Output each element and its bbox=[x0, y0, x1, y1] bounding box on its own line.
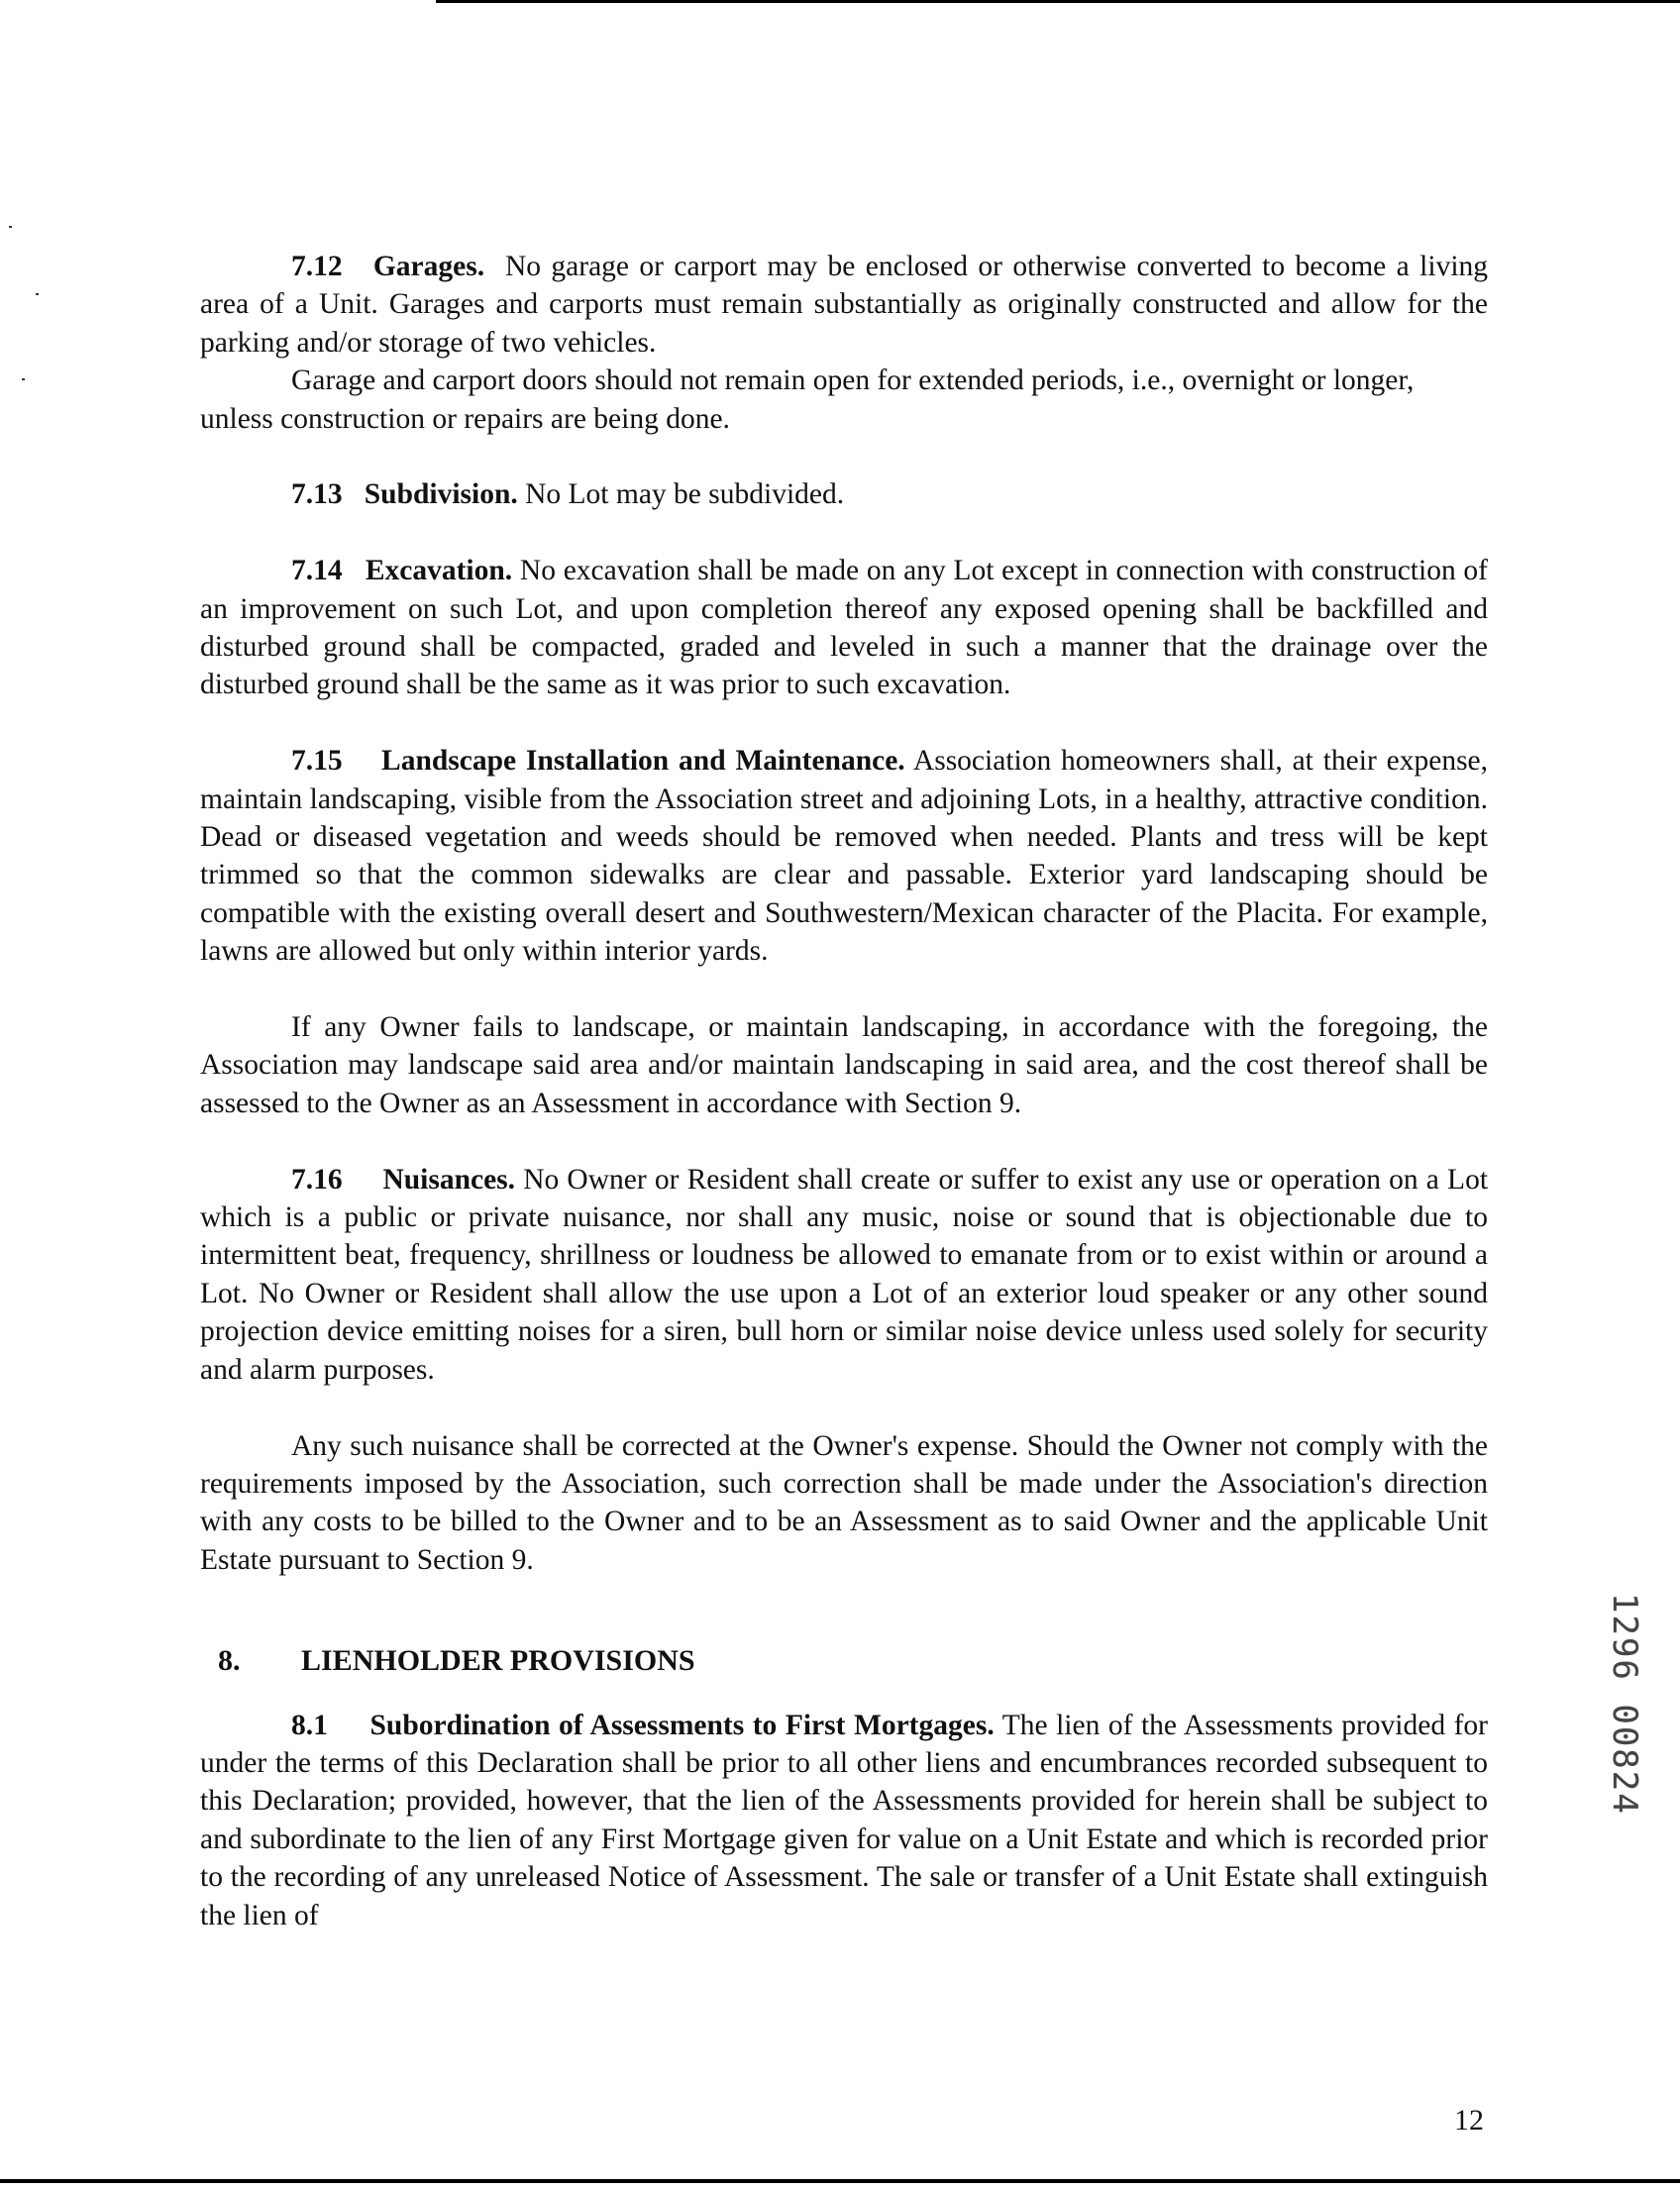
section-title: Garages. bbox=[372, 251, 485, 282]
section-7-12 bbox=[200, 248, 1488, 362]
section-text: No garage or carport may be enclosed or otherwise converted to become a living area of a Unit. Garages and carports must remain substantially as originally constructed and allow for the parking and/or storage of two vehicles. bbox=[200, 251, 1489, 359]
section-8-1 bbox=[200, 1707, 1488, 1934]
section-title: Subdivision. bbox=[364, 478, 518, 511]
document-body bbox=[200, 248, 1488, 1934]
section-7-14 bbox=[200, 552, 1488, 704]
section-text: No Lot may be subdivided. bbox=[525, 478, 845, 511]
section-7-13 bbox=[200, 475, 1488, 513]
section-text: Association homeowners shall, at their expense, maintain landscaping, visible from the Association street and adjoining Lots, in a healthy, attractive condition. Dead or diseased vegetation and weeds should be removed when needed. Plants and tress will be kept trimmed so that the common sidewalks are clear and passable. Exterior yard landscaping should be compatible with the existing overall desert and Southwestern/Mexican character of the Placita. For example, lawns are allowed but only within interior yards. bbox=[200, 745, 1489, 968]
article-heading bbox=[200, 1642, 1488, 1680]
recording-stamp-text: 1296 00824 bbox=[1605, 1593, 1644, 1816]
section-number: 8.1 bbox=[291, 1709, 328, 1741]
bottom-scan-border bbox=[0, 2179, 1680, 2183]
article-title: LIENHOLDER PROVISIONS bbox=[301, 1644, 695, 1678]
paragraph: If any Owner fails to landscape, or maintain landscaping, in accordance with the foregoing, the Association may landscape said area and/or maintain landscaping in said area, and the cost thereof shall be assessed to the Owner as an Assessment in accordance with Section 9. bbox=[200, 1011, 1488, 1119]
scan-speck bbox=[36, 293, 39, 295]
section-text: No excavation shall be made on any Lot except in connection with construction of an improvement on such Lot, and upon completion thereof any exposed opening shall be backfilled and disturbed ground shall be compacted, graded and leveled in such a manner that the drainage over the disturbed ground shall be the same as it was prior to such excavation. bbox=[200, 555, 1489, 701]
recording-stamp bbox=[1601, 1593, 1644, 1860]
section-number: 7.15 bbox=[291, 745, 343, 778]
article-number: 8. bbox=[218, 1644, 241, 1678]
section-text: No Owner or Resident shall create or suffer to exist any use or operation on a Lot which is a public or private nuisance, nor shall any music, noise or sound that is objectionable due to intermittent beat, frequency, shrillness or loudness be allowed to emanate from or to exist within or around a Lot. No Owner or Resident shall allow the use upon a Lot of an exterior loud speaker or any other sound projection device emitting noises for a siren, bull horn or similar noise device unless used solely for security and alarm purposes. bbox=[200, 1163, 1489, 1386]
section-number: 7.13 bbox=[291, 478, 343, 511]
paragraph: Garage and carport doors should not remain open for extended periods, i.e., overnight or longer, unless construction or repairs are being done. bbox=[200, 365, 1415, 435]
top-scan-border bbox=[436, 0, 1680, 3]
section-7-15 bbox=[200, 742, 1488, 970]
section-title: Nuisances. bbox=[382, 1163, 516, 1196]
scan-speck bbox=[9, 226, 12, 228]
paragraph: Any such nuisance shall be corrected at the Owner's expense. Should the Owner not comply with the requirements imposed by the Association, such correction shall be made under the Association's direction with any costs to be billed to the Owner and to be an Assessment as to said Owner and the applicable Unit Estate pursuant to Section 9. bbox=[200, 1429, 1488, 1576]
section-title: Subordination of Assessments to First Mortgages. bbox=[369, 1709, 995, 1741]
section-number: 7.12 bbox=[291, 251, 343, 282]
section-number: 7.16 bbox=[291, 1163, 343, 1196]
section-title: Landscape Installation and Maintenance. bbox=[381, 745, 905, 778]
section-text: The lien of the Assessments provided for under the terms of this Declaration shall be prior to all other liens and encumbrances recorded subsequent to this Declaration; provided, however, that the lien of the Assessments provided for herein shall be subject to and subordinate to the lien of any First Mortgage given for value on a Unit Estate and which is recorded prior to the recording of any unreleased Notice of Assessment. The sale or transfer of a Unit Estate shall extinguish the lien of bbox=[200, 1709, 1488, 1931]
scan-speck bbox=[22, 378, 25, 380]
section-title: Excavation. bbox=[365, 555, 513, 587]
section-number: 7.14 bbox=[291, 555, 343, 587]
page-number: 12 bbox=[1454, 2104, 1484, 2137]
section-7-16 bbox=[200, 1161, 1488, 1389]
